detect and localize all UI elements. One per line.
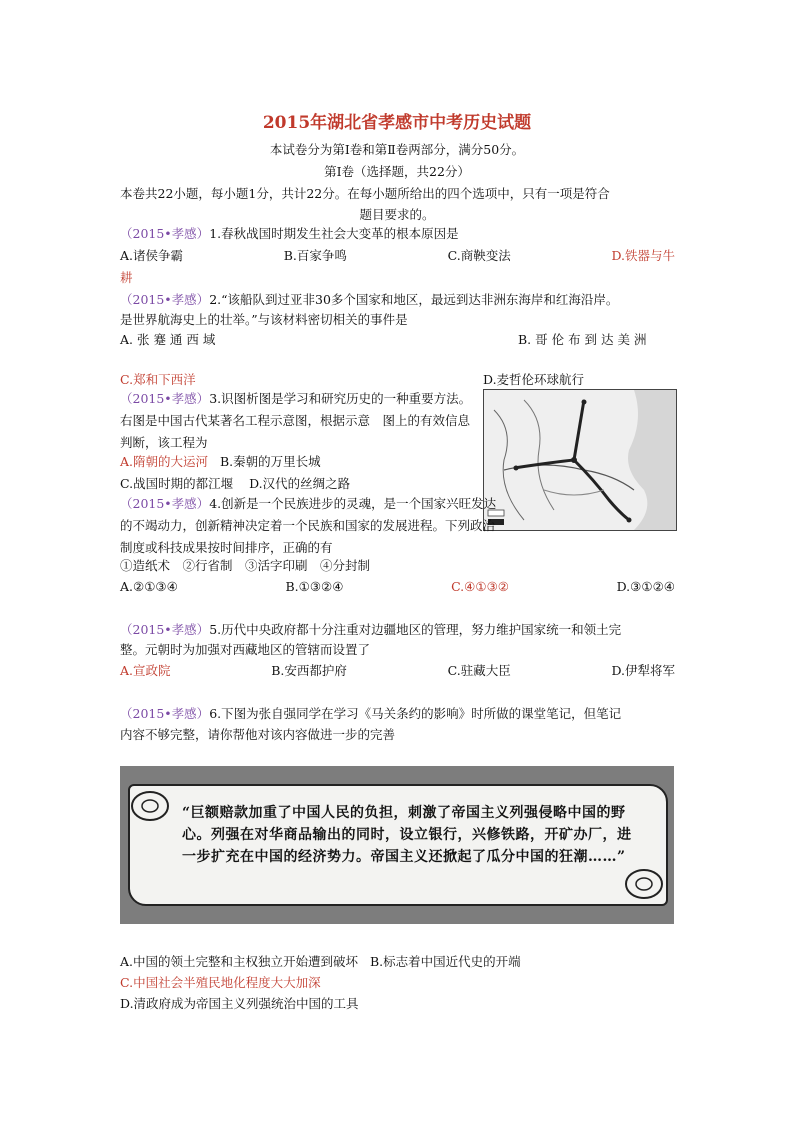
question-text: 1.春秋战国时期发生社会大变革的根本原因是 <box>209 226 459 241</box>
map-graphic <box>484 390 676 530</box>
question-3-options-row1 <box>120 452 321 470</box>
option-c[interactable]: C.战国时期的都江堰 <box>120 476 234 491</box>
option-b[interactable]: B.安西都护府 <box>271 663 347 678</box>
question-source: （2015•孝感） <box>120 292 210 307</box>
question-5-line2: 整。元朝时为加强对西藏地区的管辖而设置了 <box>120 642 371 657</box>
option-c[interactable]: C.驻藏大臣 <box>447 663 511 678</box>
question-3-options-row2 <box>120 474 350 492</box>
option-d[interactable]: D.麦哲伦环球航行 <box>483 372 585 387</box>
option-d-continued: 耕 <box>120 270 133 285</box>
question-text: 2.“该船队到过亚非30多个国家和地区，最远到达非洲东海岸和红海沿岸。 <box>209 292 619 307</box>
question-4 <box>120 493 505 559</box>
option-a[interactable]: A.中国的领土完整和主权独立开始遭到破坏 <box>120 954 359 969</box>
question-2 <box>120 290 618 308</box>
question-text: 3.识图析图是学习和研究历史的一种重要方法。 右图是中国古代某著名工程示意图，根据示意 图上的有效信息判断，该工程为 <box>120 391 478 450</box>
question-5-options <box>120 661 675 679</box>
notes-scroll-image <box>120 766 674 924</box>
option-d[interactable]: D.③①②④ <box>616 579 675 594</box>
question-source: （2015•孝感） <box>120 226 210 241</box>
canal-map <box>483 389 677 531</box>
option-b[interactable]: B.标志着中国近代史的开端 <box>370 954 521 969</box>
option-c[interactable]: C.商鞅变法 <box>447 248 511 263</box>
question-text: 6.下图为张自强同学在学习《马关条约的影响》时所做的课堂笔记，但笔记 <box>209 706 622 721</box>
question-source: （2015•孝感） <box>120 391 210 406</box>
option-b[interactable]: B.①③②④ <box>285 579 344 594</box>
question-1 <box>120 224 459 242</box>
question-4-options <box>120 579 675 594</box>
scroll-quote: “巨额赔款加重了中国人民的负担，刺激了帝国主义列强侵略中国的野心。列强在对华商品输出的同时，设立银行，兴修铁路，开矿办厂，进一步扩充在中国的经济势力。帝国主义还掀起了瓜分中国的狂潮……” <box>182 805 632 865</box>
option-a[interactable]: A.隋朝的大运河 <box>120 454 209 469</box>
question-1-options <box>120 246 675 264</box>
option-d[interactable]: D.清政府成为帝国主义列强统治中国的工具 <box>120 996 359 1011</box>
part-heading: 第Ⅰ卷（选择题，共22分） <box>324 164 470 179</box>
option-d[interactable]: D.铁器与牛 <box>611 248 675 263</box>
option-a[interactable]: A. 张 蹇 通 西 域 <box>120 332 216 347</box>
option-a[interactable]: A.宣政院 <box>120 663 171 678</box>
question-text: 4.创新是一个民族进步的灵魂，是一个国家兴旺发达的不竭动力，创新精神决定着一个民族和国家的发展进程。下列政治制度或科技成果按时间排序，正确的有 <box>120 496 497 555</box>
option-c[interactable]: C.④①③② <box>451 579 509 594</box>
question-source: （2015•孝感） <box>120 496 210 511</box>
question-source: （2015•孝感） <box>120 622 210 637</box>
option-c[interactable]: C.中国社会半殖民地化程度大大加深 <box>120 975 321 990</box>
page-title: 2015年湖北省孝感市中考历史试题 <box>262 113 532 133</box>
option-d[interactable]: D.伊犁将军 <box>611 663 675 678</box>
instructions-line2: 题目要求的。 <box>359 207 435 222</box>
instructions-line1: 本卷共22小题，每小题1分，共计22分。在每小题所给出的四个选项中，只有一项是符合 <box>120 186 610 201</box>
option-a[interactable]: A.诸侯争霸 <box>120 248 184 263</box>
question-6-line2: 内容不够完整，请你帮他对该内容做进一步的完善 <box>120 727 396 742</box>
option-d[interactable]: D.汉代的丝绸之路 <box>249 476 351 491</box>
option-a[interactable]: A.②①③④ <box>120 579 178 594</box>
question-2-line2: 是世界航海史上的壮举。”与该材料密切相关的事件是 <box>120 312 408 327</box>
option-b[interactable]: B.百家争鸣 <box>283 248 347 263</box>
question-3 <box>120 388 480 454</box>
exam-intro: 本试卷分为第Ⅰ卷和第Ⅱ卷两部分，满分50分。 <box>269 142 525 157</box>
option-b[interactable]: B. 哥 伦 布 到 达 美 洲 <box>518 332 647 347</box>
question-5 <box>120 620 621 638</box>
question-source: （2015•孝感） <box>120 706 210 721</box>
option-b[interactable]: B.秦朝的万里长城 <box>220 454 321 469</box>
option-c[interactable]: C.郑和下西洋 <box>120 372 196 387</box>
question-4-items: ①造纸术 ②行省制 ③活字印刷 ④分封制 <box>120 558 371 573</box>
question-text: 5.历代中央政府都十分注重对边疆地区的管理，努力维护国家统一和领土完 <box>209 622 622 637</box>
question-6-options-row1 <box>120 952 521 970</box>
question-6 <box>120 704 621 722</box>
